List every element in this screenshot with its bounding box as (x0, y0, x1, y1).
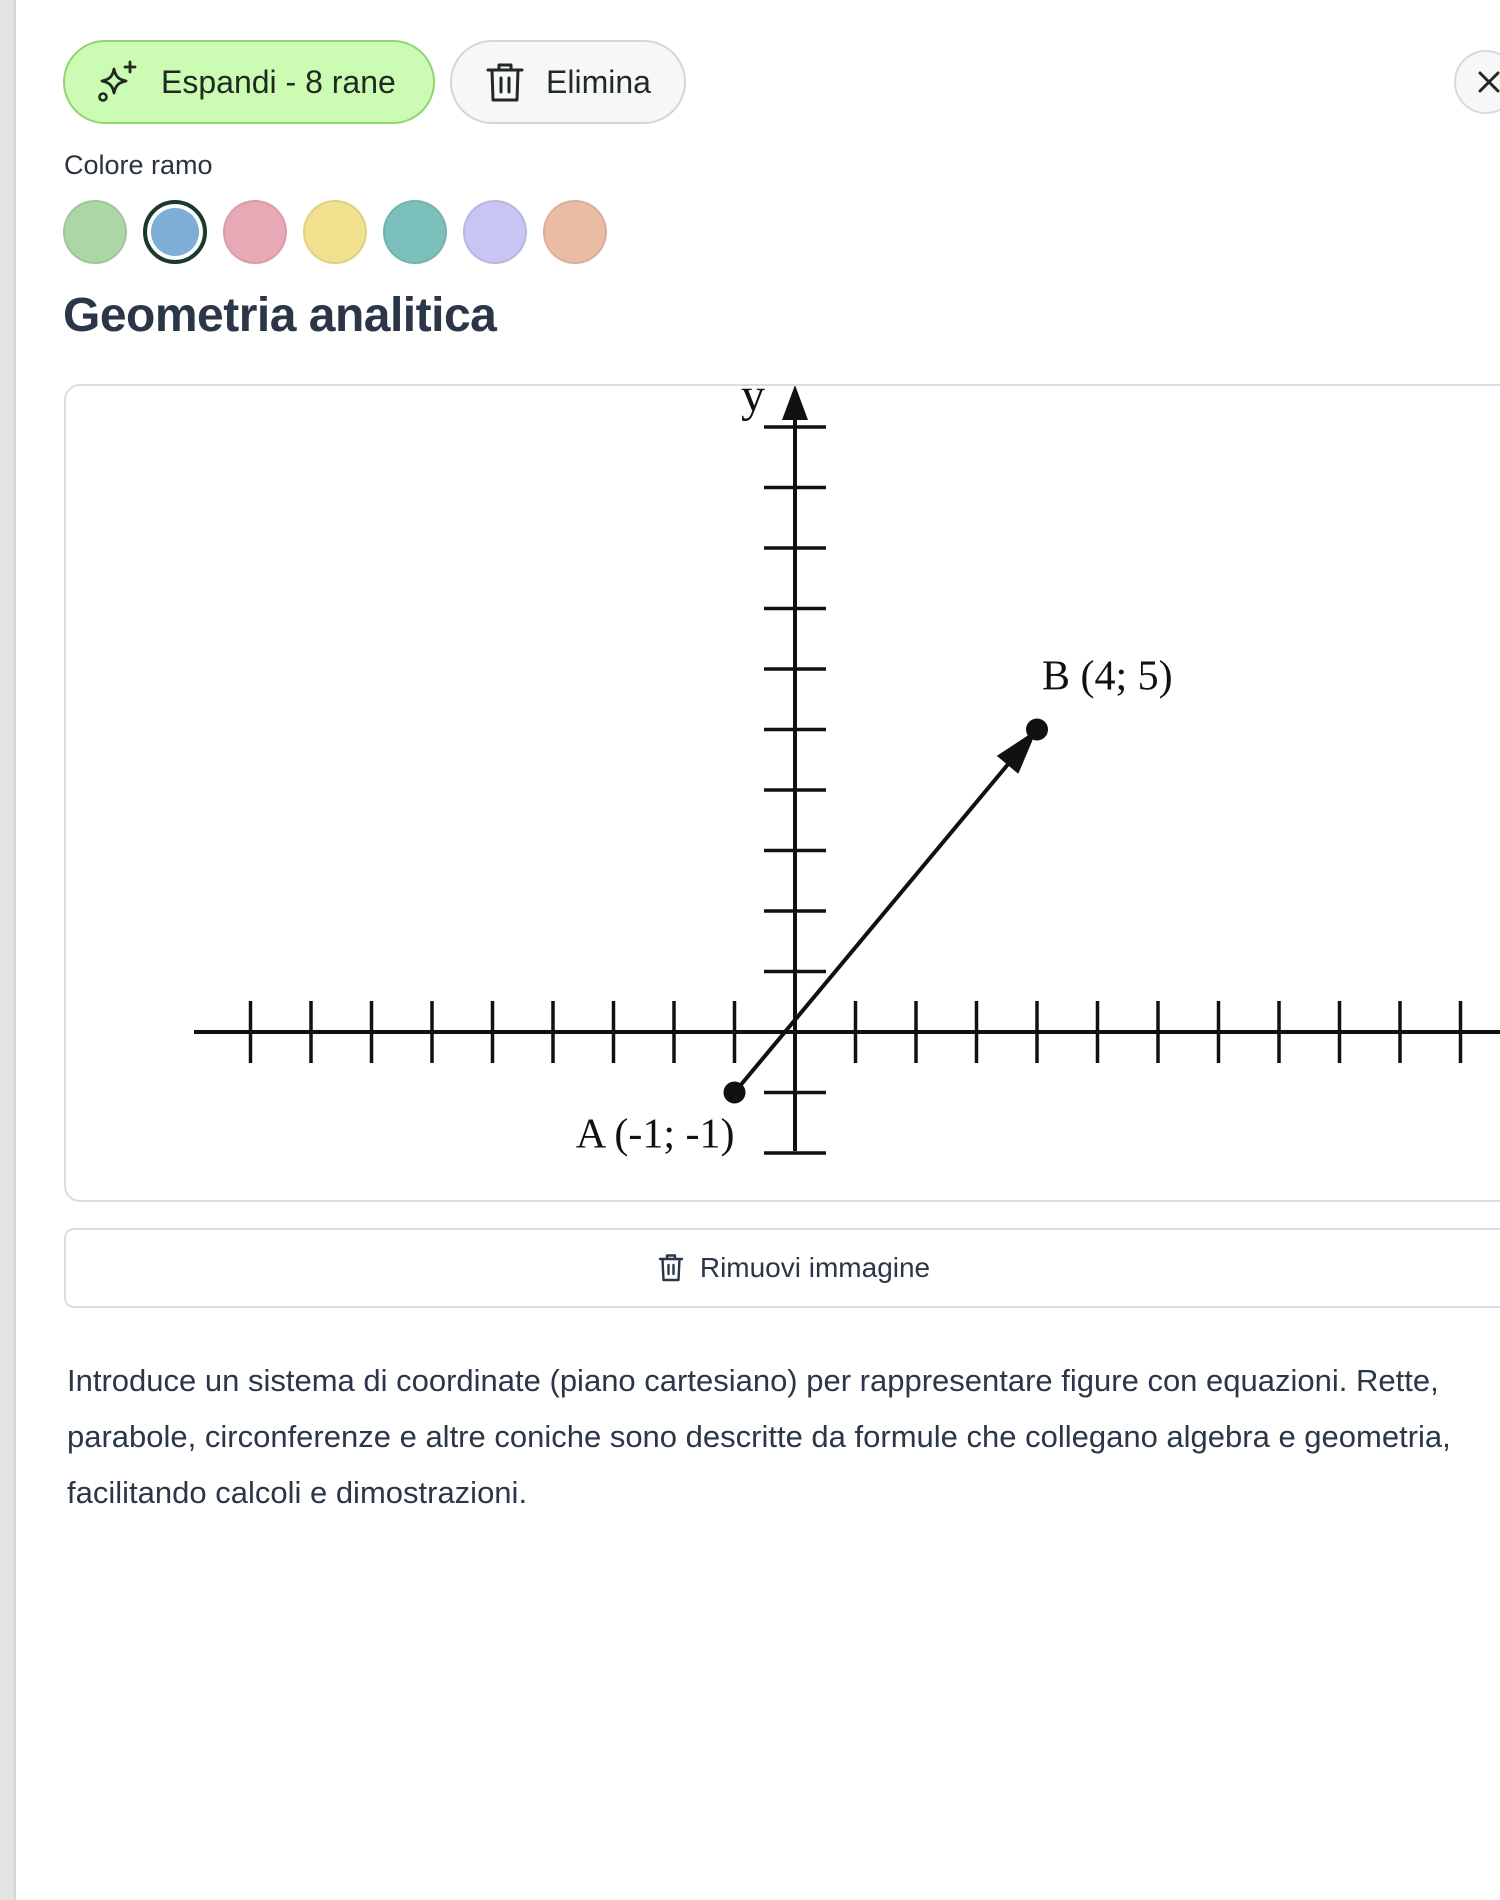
close-button[interactable] (1454, 50, 1500, 114)
color-swatch-3[interactable] (223, 200, 287, 264)
point-a-label: A (-1; -1) (575, 1111, 735, 1158)
node-detail-panel (16, 0, 1500, 1900)
remove-image-button[interactable] (64, 1228, 1500, 1308)
sparkles-icon (97, 60, 141, 104)
remove-image-label: Rimuovi immagine (699, 1252, 931, 1283)
vector-ab-line (735, 762, 1011, 1093)
delete-button-label: Elimina (546, 63, 651, 100)
color-swatch-7[interactable] (543, 200, 607, 264)
close-icon (1476, 69, 1500, 95)
color-swatch-1[interactable] (63, 200, 127, 264)
trash-icon (658, 1253, 684, 1283)
expand-button-label: Espandi - 8 rane (161, 63, 396, 100)
y-axis-arrow (782, 386, 808, 420)
expand-button[interactable] (63, 40, 435, 124)
point-b-dot (1026, 719, 1048, 741)
color-swatch-2[interactable] (143, 200, 207, 264)
y-axis-label: y (741, 386, 765, 422)
cartesian-plane-diagram (66, 386, 1500, 1204)
trash-icon (484, 60, 526, 104)
point-b-label: B (4; 5) (1042, 653, 1173, 700)
color-swatch-6[interactable] (463, 200, 527, 264)
point-a-dot (724, 1082, 746, 1104)
color-swatch-5[interactable] (383, 200, 447, 264)
node-title: Geometria analitica (63, 289, 497, 342)
branch-color-label: Colore ramo (64, 150, 213, 180)
color-swatch-4[interactable] (303, 200, 367, 264)
node-description: Introduce un sistema di coordinate (piano cartesiano) per rappresentare figure con equazioni. Rette, parabole, circonferenze e altre coniche sono descritte da formule che collegano algebra e geometria, facilitando calcoli e dimostrazioni. (67, 1363, 1451, 1510)
node-image (64, 384, 1500, 1202)
delete-button[interactable] (450, 40, 686, 124)
